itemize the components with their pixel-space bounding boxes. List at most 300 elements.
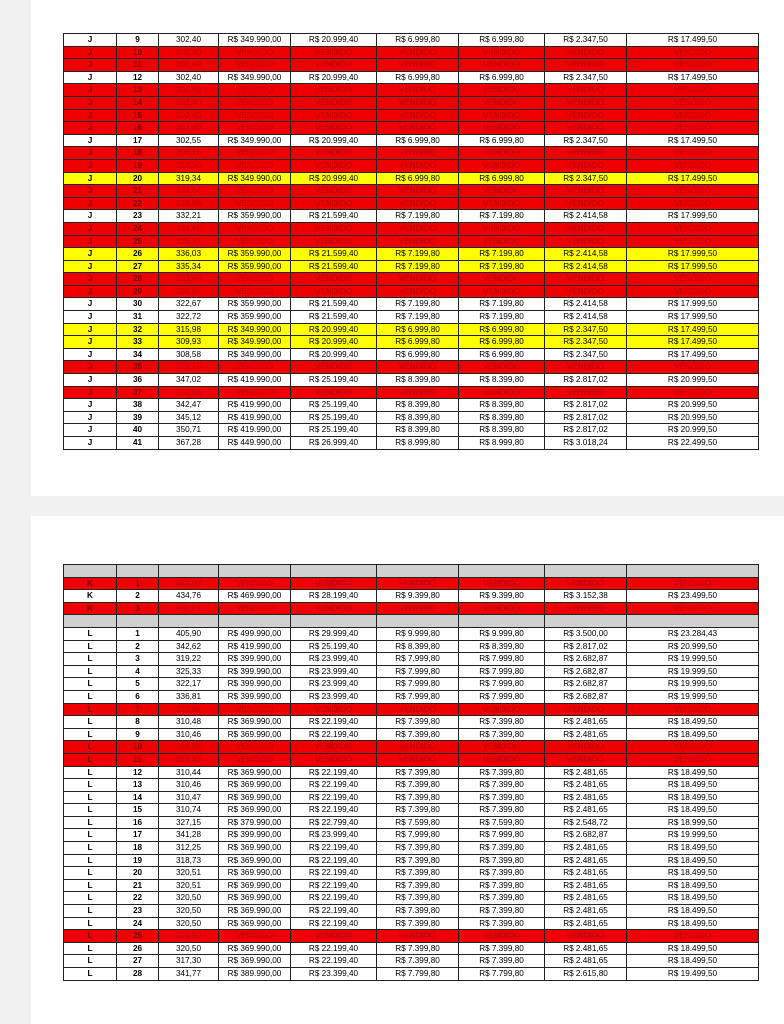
cell-unit: 9 xyxy=(117,34,159,47)
cell-down-payment: R$ 25.199,40 xyxy=(291,640,377,653)
cell-monthly-3: R$ 2.347,50 xyxy=(545,34,627,47)
cell-monthly-2: VENDIDO xyxy=(459,122,545,135)
cell-balloon: R$ 18.499,50 xyxy=(627,728,759,741)
cell-monthly-1: R$ 8.399,80 xyxy=(377,399,459,412)
cell-monthly-3: R$ 2.481,65 xyxy=(545,905,627,918)
cell-area: 320,50 xyxy=(159,892,219,905)
cell-unit: 34 xyxy=(117,348,159,361)
cell-balloon: VENDIDO xyxy=(627,273,759,286)
cell-unit xyxy=(117,615,159,628)
cell-monthly-1: R$ 8.399,80 xyxy=(377,424,459,437)
cell-monthly-1: VENDIDO xyxy=(377,84,459,97)
cell-balloon: VENDIDO xyxy=(627,84,759,97)
cell-monthly-3: VENDIDO xyxy=(545,285,627,298)
cell-down-payment: R$ 29.999,40 xyxy=(291,627,377,640)
cell-unit: 24 xyxy=(117,917,159,930)
cell-block: L xyxy=(64,842,117,855)
cell-area: 315,98 xyxy=(159,323,219,336)
cell-price xyxy=(219,615,291,628)
cell-balloon: R$ 18.499,50 xyxy=(627,955,759,968)
table-row xyxy=(64,235,759,248)
cell-price: VENDIDO xyxy=(219,741,291,754)
cell-monthly-1: R$ 7.399,80 xyxy=(377,728,459,741)
cell-price: R$ 399.990,00 xyxy=(219,678,291,691)
table-row xyxy=(64,185,759,198)
cell-down-payment: R$ 22.199,40 xyxy=(291,892,377,905)
cell-block: J xyxy=(64,374,117,387)
table-row xyxy=(64,690,759,703)
cell-monthly-1: R$ 7.399,80 xyxy=(377,917,459,930)
cell-price: R$ 369.990,00 xyxy=(219,905,291,918)
cell-monthly-1 xyxy=(377,565,459,578)
cell-balloon: R$ 17.499,50 xyxy=(627,348,759,361)
table-row xyxy=(64,96,759,109)
cell-down-payment: R$ 22.199,40 xyxy=(291,791,377,804)
cell-balloon: VENDIDO xyxy=(627,577,759,590)
cell-down-payment: R$ 20.999,40 xyxy=(291,134,377,147)
table-row xyxy=(64,678,759,691)
table-row xyxy=(64,260,759,273)
cell-monthly-3: R$ 3.152,38 xyxy=(545,590,627,603)
cell-price: R$ 369.990,00 xyxy=(219,879,291,892)
cell-price: VENDIDO xyxy=(219,285,291,298)
price-table-block-j xyxy=(63,33,759,450)
cell-block: J xyxy=(64,323,117,336)
cell-area: 311,86 xyxy=(159,703,219,716)
cell-unit: 25 xyxy=(117,930,159,943)
cell-block: L xyxy=(64,728,117,741)
cell-unit: 17 xyxy=(117,829,159,842)
cell-monthly-3: R$ 2.817,02 xyxy=(545,374,627,387)
table-row xyxy=(64,753,759,766)
cell-monthly-2: R$ 7.199,80 xyxy=(459,210,545,223)
cell-down-payment: R$ 23.999,40 xyxy=(291,665,377,678)
cell-monthly-3: R$ 2.682,87 xyxy=(545,829,627,842)
cell-unit: 11 xyxy=(117,59,159,72)
cell-area: 405,90 xyxy=(159,627,219,640)
cell-monthly-1 xyxy=(377,615,459,628)
cell-monthly-1: VENDIDO xyxy=(377,930,459,943)
cell-price: R$ 369.990,00 xyxy=(219,791,291,804)
cell-monthly-1: VENDIDO xyxy=(377,602,459,615)
cell-unit: 25 xyxy=(117,235,159,248)
cell-monthly-1: R$ 6.999,80 xyxy=(377,34,459,47)
table-row xyxy=(64,716,759,729)
cell-monthly-3: R$ 2.414,58 xyxy=(545,260,627,273)
table-row xyxy=(64,159,759,172)
cell-balloon: R$ 18.499,50 xyxy=(627,917,759,930)
cell-monthly-2: R$ 7.199,80 xyxy=(459,298,545,311)
cell-block: L xyxy=(64,930,117,943)
cell-monthly-1: VENDIDO xyxy=(377,222,459,235)
cell-area: 325,33 xyxy=(159,665,219,678)
cell-monthly-3: R$ 2.682,87 xyxy=(545,665,627,678)
cell-price: R$ 419.990,00 xyxy=(219,424,291,437)
cell-price: R$ 369.990,00 xyxy=(219,955,291,968)
cell-price: VENDIDO xyxy=(219,197,291,210)
cell-monthly-2: VENDIDO xyxy=(459,285,545,298)
cell-monthly-2: R$ 7.399,80 xyxy=(459,842,545,855)
cell-monthly-2: R$ 9.399,80 xyxy=(459,590,545,603)
cell-block: J xyxy=(64,46,117,59)
cell-monthly-2: VENDIDO xyxy=(459,741,545,754)
table-row xyxy=(64,222,759,235)
cell-monthly-1: VENDIDO xyxy=(377,703,459,716)
cell-area: 319,34 xyxy=(159,172,219,185)
cell-monthly-3: VENDIDO xyxy=(545,122,627,135)
cell-monthly-2: R$ 6.999,80 xyxy=(459,71,545,84)
cell-monthly-2: R$ 7.399,80 xyxy=(459,716,545,729)
table-row xyxy=(64,766,759,779)
table-row xyxy=(64,917,759,930)
cell-monthly-2: R$ 7.599,80 xyxy=(459,816,545,829)
cell-block: J xyxy=(64,71,117,84)
cell-balloon: R$ 22.499,50 xyxy=(627,437,759,450)
cell-balloon: VENDIDO xyxy=(627,602,759,615)
cell-monthly-1: VENDIDO xyxy=(377,122,459,135)
cell-area: 322,67 xyxy=(159,298,219,311)
cell-down-payment: R$ 20.999,40 xyxy=(291,71,377,84)
cell-down-payment: R$ 22.199,40 xyxy=(291,854,377,867)
cell-down-payment: R$ 20.999,40 xyxy=(291,323,377,336)
cell-monthly-1: R$ 7.199,80 xyxy=(377,311,459,324)
table-row xyxy=(64,955,759,968)
cell-unit: 26 xyxy=(117,248,159,261)
cell-monthly-2: R$ 6.999,80 xyxy=(459,323,545,336)
cell-monthly-1: VENDIDO xyxy=(377,361,459,374)
cell-balloon: R$ 23.499,50 xyxy=(627,590,759,603)
cell-monthly-2: R$ 7.999,80 xyxy=(459,829,545,842)
cell-balloon: VENDIDO xyxy=(627,930,759,943)
cell-block: J xyxy=(64,285,117,298)
cell-down-payment: R$ 23.999,40 xyxy=(291,678,377,691)
cell-monthly-3: R$ 2.481,65 xyxy=(545,942,627,955)
cell-price: VENDIDO xyxy=(219,59,291,72)
cell-monthly-3: R$ 2.817,02 xyxy=(545,640,627,653)
table-row xyxy=(64,374,759,387)
cell-price: VENDIDO xyxy=(219,930,291,943)
cell-price: VENDIDO xyxy=(219,109,291,122)
cell-unit: 3 xyxy=(117,602,159,615)
cell-monthly-1: VENDIDO xyxy=(377,46,459,59)
cell-down-payment: R$ 23.399,40 xyxy=(291,968,377,981)
table-row xyxy=(64,248,759,261)
cell-monthly-1: VENDIDO xyxy=(377,159,459,172)
cell-monthly-2: VENDIDO xyxy=(459,59,545,72)
cell-down-payment: VENDIDO xyxy=(291,741,377,754)
cell-down-payment: R$ 21.599,40 xyxy=(291,210,377,223)
cell-balloon: VENDIDO xyxy=(627,753,759,766)
cell-balloon: VENDIDO xyxy=(627,386,759,399)
cell-balloon: R$ 17.499,50 xyxy=(627,71,759,84)
table-row xyxy=(64,942,759,955)
cell-area: 310,46 xyxy=(159,728,219,741)
table-row xyxy=(64,361,759,374)
table-row xyxy=(64,842,759,855)
cell-monthly-3: R$ 2.414,58 xyxy=(545,248,627,261)
cell-unit: 26 xyxy=(117,942,159,955)
cell-monthly-3: R$ 2.347,50 xyxy=(545,323,627,336)
cell-monthly-2: R$ 7.999,80 xyxy=(459,678,545,691)
table-row xyxy=(64,867,759,880)
cell-area: 318,73 xyxy=(159,854,219,867)
cell-monthly-3: VENDIDO xyxy=(545,703,627,716)
cell-monthly-2: R$ 6.999,80 xyxy=(459,34,545,47)
cell-down-payment: R$ 26.999,40 xyxy=(291,437,377,450)
cell-area: 434,76 xyxy=(159,590,219,603)
cell-block: L xyxy=(64,627,117,640)
cell-price: R$ 369.990,00 xyxy=(219,766,291,779)
cell-balloon: R$ 18.499,50 xyxy=(627,842,759,855)
cell-block: J xyxy=(64,437,117,450)
cell-monthly-3: VENDIDO xyxy=(545,222,627,235)
cell-unit: 5 xyxy=(117,678,159,691)
cell-monthly-2: VENDIDO xyxy=(459,46,545,59)
cell-monthly-2: VENDIDO xyxy=(459,602,545,615)
table-row xyxy=(64,640,759,653)
cell-price: R$ 369.990,00 xyxy=(219,842,291,855)
cell-monthly-3: R$ 2.481,65 xyxy=(545,842,627,855)
cell-monthly-2: R$ 6.999,80 xyxy=(459,336,545,349)
table-row xyxy=(64,741,759,754)
cell-block: J xyxy=(64,399,117,412)
cell-monthly-3: R$ 2.414,58 xyxy=(545,298,627,311)
cell-unit: 21 xyxy=(117,879,159,892)
cell-balloon: R$ 20.999,50 xyxy=(627,411,759,424)
cell-down-payment: R$ 21.599,40 xyxy=(291,260,377,273)
cell-unit: 13 xyxy=(117,779,159,792)
cell-area: 319,75 xyxy=(159,361,219,374)
cell-area: 342,62 xyxy=(159,640,219,653)
cell-monthly-2: R$ 7.399,80 xyxy=(459,942,545,955)
cell-monthly-1: VENDIDO xyxy=(377,109,459,122)
cell-monthly-2: R$ 7.399,80 xyxy=(459,791,545,804)
cell-unit: 23 xyxy=(117,210,159,223)
cell-monthly-1: VENDIDO xyxy=(377,285,459,298)
cell-down-payment: VENDIDO xyxy=(291,361,377,374)
cell-area: 310,47 xyxy=(159,791,219,804)
cell-area: 355,53 xyxy=(159,386,219,399)
cell-unit: 36 xyxy=(117,374,159,387)
cell-down-payment: R$ 28.199,40 xyxy=(291,590,377,603)
cell-monthly-1: VENDIDO xyxy=(377,235,459,248)
cell-block: L xyxy=(64,678,117,691)
cell-monthly-2: VENDIDO xyxy=(459,147,545,160)
cell-monthly-2: R$ 7.999,80 xyxy=(459,653,545,666)
cell-down-payment: R$ 22.199,40 xyxy=(291,867,377,880)
cell-down-payment: VENDIDO xyxy=(291,235,377,248)
cell-monthly-2: VENDIDO xyxy=(459,96,545,109)
cell-unit: 18 xyxy=(117,147,159,160)
cell-monthly-2: R$ 6.999,80 xyxy=(459,134,545,147)
cell-unit: 19 xyxy=(117,159,159,172)
cell-block: L xyxy=(64,741,117,754)
cell-block: L xyxy=(64,665,117,678)
cell-block: J xyxy=(64,311,117,324)
cell-area: 347,02 xyxy=(159,374,219,387)
cell-balloon: VENDIDO xyxy=(627,96,759,109)
cell-balloon: R$ 17.499,50 xyxy=(627,172,759,185)
cell-block: K xyxy=(64,577,117,590)
cell-unit: 31 xyxy=(117,311,159,324)
cell-area: 342,47 xyxy=(159,399,219,412)
cell-balloon: R$ 20.999,50 xyxy=(627,399,759,412)
cell-area: 320,51 xyxy=(159,867,219,880)
cell-monthly-3: VENDIDO xyxy=(545,741,627,754)
cell-block: J xyxy=(64,109,117,122)
cell-monthly-1: R$ 6.999,80 xyxy=(377,336,459,349)
cell-price: R$ 369.990,00 xyxy=(219,728,291,741)
cell-down-payment: VENDIDO xyxy=(291,222,377,235)
cell-area: 310,46 xyxy=(159,779,219,792)
cell-price: VENDIDO xyxy=(219,602,291,615)
cell-monthly-3: R$ 2.682,87 xyxy=(545,653,627,666)
cell-monthly-1: R$ 7.199,80 xyxy=(377,298,459,311)
cell-down-payment: VENDIDO xyxy=(291,273,377,286)
cell-down-payment: VENDIDO xyxy=(291,84,377,97)
cell-unit: 16 xyxy=(117,122,159,135)
cell-area: 320,50 xyxy=(159,942,219,955)
cell-balloon: R$ 17.999,50 xyxy=(627,311,759,324)
cell-block: J xyxy=(64,348,117,361)
cell-monthly-2: VENDIDO xyxy=(459,930,545,943)
cell-block: L xyxy=(64,829,117,842)
cell-unit: 33 xyxy=(117,336,159,349)
cell-block: L xyxy=(64,879,117,892)
cell-monthly-2: R$ 7.399,80 xyxy=(459,905,545,918)
cell-down-payment: R$ 22.199,40 xyxy=(291,905,377,918)
cell-balloon: R$ 23.284,43 xyxy=(627,627,759,640)
cell-price: R$ 369.990,00 xyxy=(219,942,291,955)
cell-monthly-1: VENDIDO xyxy=(377,273,459,286)
table-row xyxy=(64,804,759,817)
cell-down-payment: R$ 20.999,40 xyxy=(291,348,377,361)
table-row xyxy=(64,122,759,135)
cell-unit: 15 xyxy=(117,109,159,122)
cell-block: J xyxy=(64,248,117,261)
cell-monthly-1: VENDIDO xyxy=(377,577,459,590)
cell-price: R$ 369.990,00 xyxy=(219,804,291,817)
cell-unit: 32 xyxy=(117,323,159,336)
cell-monthly-3: VENDIDO xyxy=(545,96,627,109)
table-row xyxy=(64,311,759,324)
cell-price: R$ 359.990,00 xyxy=(219,260,291,273)
cell-price: R$ 419.990,00 xyxy=(219,374,291,387)
cell-monthly-3: R$ 2.817,02 xyxy=(545,424,627,437)
cell-down-payment: R$ 22.199,40 xyxy=(291,942,377,955)
cell-down-payment: R$ 21.599,40 xyxy=(291,311,377,324)
cell-monthly-1: R$ 7.399,80 xyxy=(377,879,459,892)
cell-unit: 41 xyxy=(117,437,159,450)
cell-balloon: VENDIDO xyxy=(627,703,759,716)
cell-area: 335,74 xyxy=(159,235,219,248)
cell-price: VENDIDO xyxy=(219,147,291,160)
cell-area: 332,21 xyxy=(159,210,219,223)
table-row xyxy=(64,336,759,349)
cell-monthly-1: R$ 7.399,80 xyxy=(377,854,459,867)
cell-balloon: R$ 18.499,50 xyxy=(627,766,759,779)
cell-balloon: R$ 18.499,50 xyxy=(627,854,759,867)
cell-down-payment: R$ 25.199,40 xyxy=(291,374,377,387)
cell-balloon: R$ 19.999,50 xyxy=(627,829,759,842)
cell-area: 341,28 xyxy=(159,829,219,842)
cell-balloon: R$ 19.999,50 xyxy=(627,690,759,703)
table-row xyxy=(64,59,759,72)
cell-block: J xyxy=(64,411,117,424)
table-row xyxy=(64,273,759,286)
cell-price: R$ 399.990,00 xyxy=(219,690,291,703)
cell-block: J xyxy=(64,424,117,437)
cell-monthly-3: VENDIDO xyxy=(545,577,627,590)
cell-monthly-2: VENDIDO xyxy=(459,185,545,198)
cell-monthly-1: R$ 7.399,80 xyxy=(377,892,459,905)
cell-block: L xyxy=(64,779,117,792)
cell-balloon: R$ 18.499,50 xyxy=(627,892,759,905)
cell-balloon: R$ 20.999,50 xyxy=(627,424,759,437)
price-table-2-wrapper xyxy=(63,564,759,981)
cell-down-payment: VENDIDO xyxy=(291,285,377,298)
cell-unit: 7 xyxy=(117,703,159,716)
cell-monthly-1: R$ 7.999,80 xyxy=(377,829,459,842)
cell-monthly-1: R$ 7.399,80 xyxy=(377,905,459,918)
cell-price: R$ 369.990,00 xyxy=(219,779,291,792)
document-page-1 xyxy=(31,0,784,496)
table-row xyxy=(64,968,759,981)
cell-down-payment: VENDIDO xyxy=(291,59,377,72)
table-row xyxy=(64,665,759,678)
cell-block: L xyxy=(64,892,117,905)
table-row xyxy=(64,197,759,210)
cell-block: J xyxy=(64,96,117,109)
cell-monthly-2: R$ 7.399,80 xyxy=(459,955,545,968)
table-row xyxy=(64,34,759,47)
cell-monthly-1: VENDIDO xyxy=(377,147,459,160)
cell-price: R$ 349.990,00 xyxy=(219,71,291,84)
cell-down-payment: R$ 22.199,40 xyxy=(291,766,377,779)
cell-monthly-2: R$ 7.399,80 xyxy=(459,854,545,867)
cell-block: L xyxy=(64,804,117,817)
cell-monthly-2: R$ 7.399,80 xyxy=(459,867,545,880)
cell-block: K xyxy=(64,590,117,603)
cell-area: 328,86 xyxy=(159,197,219,210)
cell-monthly-2: VENDIDO xyxy=(459,577,545,590)
table-row xyxy=(64,323,759,336)
cell-balloon: R$ 18.499,50 xyxy=(627,867,759,880)
table-body xyxy=(64,565,759,981)
cell-unit: 16 xyxy=(117,816,159,829)
cell-monthly-2: R$ 8.399,80 xyxy=(459,424,545,437)
cell-balloon: R$ 17.499,50 xyxy=(627,134,759,147)
cell-monthly-2 xyxy=(459,615,545,628)
cell-monthly-3 xyxy=(545,615,627,628)
cell-unit: 40 xyxy=(117,424,159,437)
cell-unit: 3 xyxy=(117,653,159,666)
table-row xyxy=(64,172,759,185)
cell-block: L xyxy=(64,653,117,666)
cell-area: 310,44 xyxy=(159,766,219,779)
cell-monthly-2: VENDIDO xyxy=(459,386,545,399)
cell-price: R$ 349.990,00 xyxy=(219,336,291,349)
cell-monthly-3 xyxy=(545,565,627,578)
cell-monthly-3: R$ 2.615,80 xyxy=(545,968,627,981)
cell-area: 302,40 xyxy=(159,122,219,135)
cell-unit: 20 xyxy=(117,172,159,185)
cell-block xyxy=(64,565,117,578)
price-table-blocks-k-l xyxy=(63,564,759,981)
cell-down-payment: VENDIDO xyxy=(291,122,377,135)
cell-price: R$ 359.990,00 xyxy=(219,311,291,324)
cell-balloon: VENDIDO xyxy=(627,46,759,59)
